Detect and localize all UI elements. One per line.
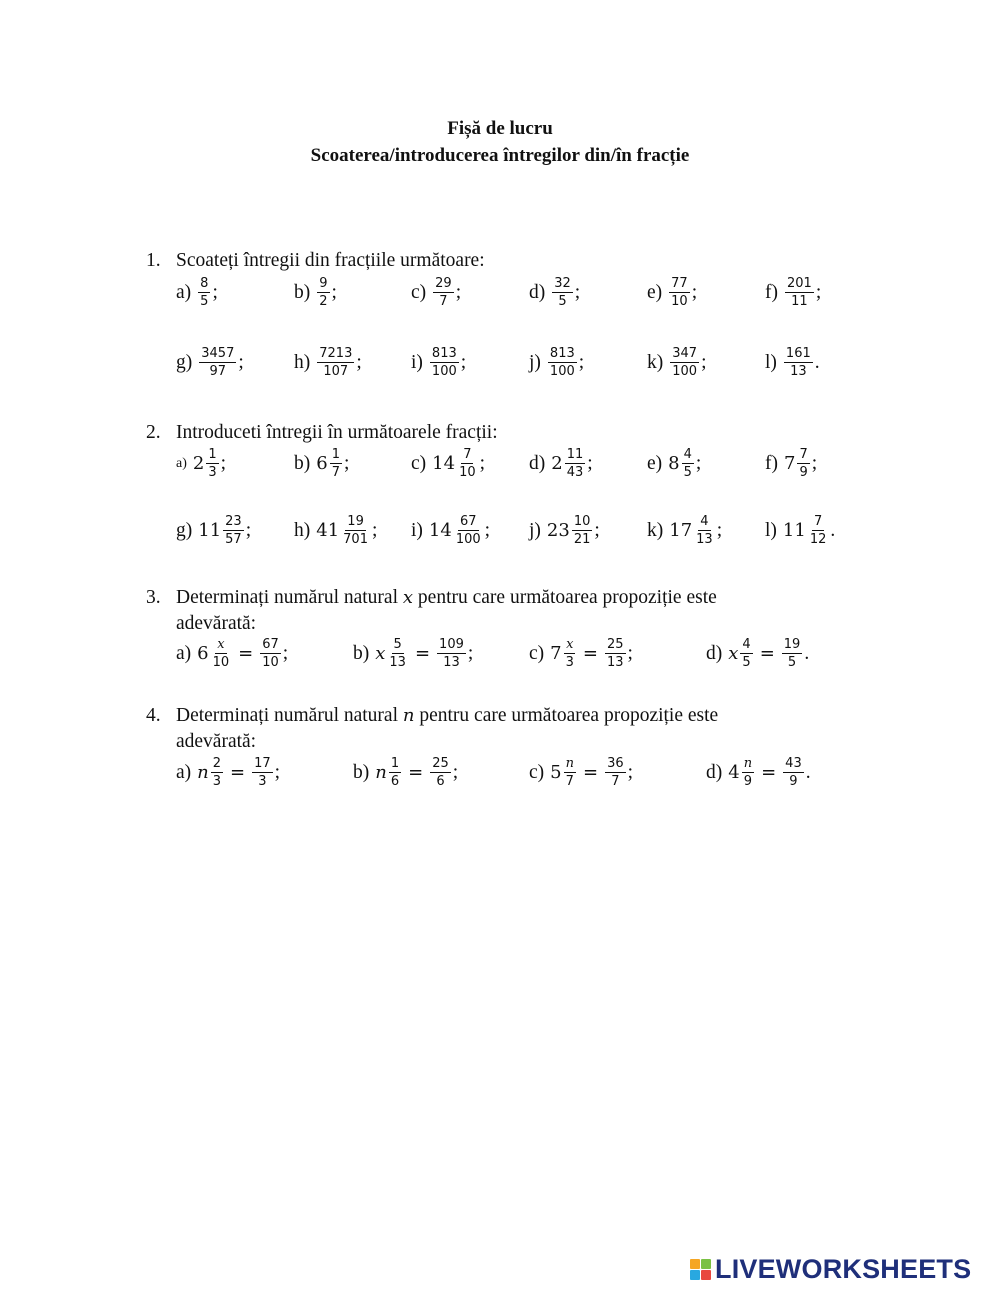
punctuation: ; [587,452,593,474]
exercise-item [706,637,809,670]
exercise-item [411,346,466,379]
denominator: 100 [431,364,457,379]
worksheet-subtitle: Scoaterea/introducerea întregilor din/în fracție [310,145,690,166]
punctuation: ; [811,452,818,474]
fraction [694,514,715,547]
punctuation: ; [343,452,350,474]
exercise-item [529,346,584,379]
whole-number: 8 [668,453,680,474]
exercise-item [529,637,633,670]
exercise-text-part: pentru care următoarea propoziție este [414,705,719,726]
item-label: d) [529,452,546,474]
fraction [198,276,210,309]
item-label: f) [765,281,778,303]
exercise-item [353,756,458,789]
denominator: 10 [262,655,279,670]
fraction [260,637,281,670]
fraction [430,346,459,379]
fraction [317,276,329,309]
punctuation: ; [212,281,218,303]
item-label: e) [647,281,663,303]
exercise-text-line2: adevărată: [176,731,257,752]
exercise-item [706,756,811,789]
item-label: l) [765,519,777,541]
fraction [437,637,466,670]
exercise-item [647,346,707,379]
denominator: 12 [809,532,827,547]
item-label: g) [176,519,193,541]
denominator: 7 [611,774,620,789]
exercise-item [411,514,490,547]
denominator: 6 [436,774,445,789]
denominator: 10 [459,465,476,480]
equals-sign: = [761,762,777,783]
fraction [797,447,809,480]
denominator: 7 [331,465,340,480]
exercise-item [176,447,226,480]
denominator: 13 [443,655,460,670]
exercise-item [529,514,600,547]
numerator: 19 [783,637,801,652]
fraction [605,637,626,670]
item-label: b) [294,281,311,303]
numerator: 43 [785,756,802,771]
denominator: 100 [455,532,481,547]
fraction [206,447,218,480]
numerator: 19 [347,514,364,529]
exercise-item [176,637,288,670]
exercise-item [765,346,820,379]
variable-x: x [402,587,414,608]
whole-number: 41 [316,520,340,541]
worksheet-title: Fișă de lucru [447,118,553,139]
denominator: 5 [558,294,567,309]
exercise-text-line2: adevărată: [176,613,257,634]
numerator: 77 [671,276,688,291]
fraction [740,637,752,670]
denominator: 3 [212,774,222,789]
exercise-item [529,276,580,309]
punctuation: ; [220,452,227,474]
denominator: 9 [743,774,753,789]
item-label: e) [647,452,663,474]
whole-number: n [197,762,209,783]
exercise-item [176,346,244,379]
whole-number: 7 [784,453,796,474]
numerator: 7 [813,514,823,529]
fraction [564,756,576,789]
item-label: c) [529,761,545,783]
exercise-text [176,587,717,609]
item-label: d) [706,761,723,783]
logo-square [690,1259,700,1269]
fraction [682,447,694,480]
punctuation: ; [627,761,634,783]
item-label: c) [411,281,427,303]
denominator: 11 [791,294,808,309]
fraction [552,276,573,309]
logo-icon [690,1259,711,1280]
equals-sign: = [582,643,598,664]
punctuation: ; [627,642,633,664]
numerator: 347 [672,346,698,361]
logo-text: LIVEWORKSHEETS [715,1254,972,1284]
numerator: 2 [212,756,222,771]
exercise-item [176,276,218,309]
item-label: a) [176,642,192,664]
exercise-item [294,276,337,309]
item-label: a) [176,761,192,783]
numerator: 25 [432,756,449,771]
equals-sign: = [408,762,424,783]
fraction [785,276,814,309]
numerator: 7213 [319,346,353,361]
denominator: 21 [573,532,591,547]
punctuation: ; [716,519,723,541]
fraction [389,756,401,789]
denominator: 13 [389,655,406,670]
item-label: b) [353,761,370,783]
punctuation: ; [695,452,702,474]
whole-number: 14 [428,520,452,541]
denominator: 5 [787,655,797,670]
exercise-item [529,756,633,789]
punctuation: ; [467,642,474,664]
numerator: 813 [431,346,457,361]
denominator: 3 [258,774,267,789]
denominator: 7 [439,294,448,309]
exercise-item [411,276,461,309]
punctuation: ; [701,351,707,373]
whole-number: n [375,762,387,783]
exercise-item [529,447,593,480]
exercise-item [176,756,280,789]
numerator: 4 [683,447,692,462]
denominator: 3 [565,655,574,670]
denominator: 57 [225,532,242,547]
fraction [565,447,586,480]
equals-sign: = [238,643,254,664]
item-label: k) [647,351,664,373]
exercise-item [765,447,817,480]
denominator: 10 [671,294,688,309]
denominator: 5 [742,655,751,670]
exercise-text-part: Determinați numărul natural [176,705,403,726]
exercise-item [353,637,473,670]
item-label: l) [765,351,777,373]
exercise-text-part: Determinați numărul natural [176,587,403,608]
denominator: 100 [549,364,575,379]
exercise-item [647,447,701,480]
denominator: 6 [390,774,400,789]
numerator: n [743,756,753,771]
fraction [782,637,803,670]
exercise-number: 2. [146,422,161,443]
fraction [211,637,232,670]
numerator: 4 [700,514,709,529]
denominator: 43 [566,465,584,480]
fraction [670,346,699,379]
punctuation: ; [282,642,289,664]
fraction [564,637,576,670]
item-label: f) [765,452,778,474]
denominator: 97 [209,364,227,379]
punctuation: ; [815,281,822,303]
exercise-item [294,514,377,547]
numerator: 67 [262,637,279,652]
fraction [330,447,342,480]
whole-number: 4 [728,762,740,783]
exercise-number: 4. [146,705,161,726]
punctuation: ; [452,761,459,783]
denominator: 10 [212,655,230,670]
punctuation: ; [356,351,362,373]
whole-number: 7 [550,643,562,664]
punctuation: . [830,519,836,541]
fraction [669,276,690,309]
denominator: 107 [323,364,349,379]
denominator: 5 [200,294,209,309]
exercise-item [647,514,722,547]
numerator: 161 [785,346,811,361]
numerator: 7 [463,447,472,462]
numerator: 29 [435,276,452,291]
item-label: j) [529,351,541,373]
numerator: 201 [787,276,812,291]
punctuation: ; [460,351,467,373]
punctuation: ; [484,519,491,541]
punctuation: ; [245,519,252,541]
punctuation: ; [578,351,585,373]
exercise-item [294,346,362,379]
exercise-text-part: pentru care următoarea propoziție este [413,587,717,608]
item-label: b) [353,642,370,664]
exercise-item [647,276,697,309]
fraction [808,514,829,547]
denominator: 9 [799,465,808,480]
whole-number: 2 [551,453,563,474]
punctuation: ; [691,281,698,303]
denominator: 7 [565,774,574,789]
logo-square [701,1270,711,1280]
fraction [783,756,804,789]
item-label: h) [294,519,311,541]
item-label: h) [294,351,311,373]
numerator: 4 [742,637,751,652]
denominator: 5 [683,465,692,480]
numerator: 32 [554,276,571,291]
exercise-text [176,705,718,727]
fraction [572,514,593,547]
punctuation: . [804,642,810,664]
punctuation: ; [574,281,581,303]
numerator: 9 [319,276,328,291]
denominator: 13 [606,655,624,670]
punctuation: ; [331,281,337,303]
whole-number: 11 [782,520,806,541]
fraction [387,637,408,670]
item-label: j) [529,519,541,541]
numerator: 67 [459,514,477,529]
fraction [457,447,478,480]
item-label: d) [706,642,723,664]
variable-n: n [402,705,415,726]
numerator: 11 [566,447,584,462]
equals-sign: = [759,643,775,664]
denominator: 13 [790,364,807,379]
numerator: 17 [254,756,271,771]
punctuation: ; [274,761,281,783]
item-label: a) [176,455,187,471]
numerator: 36 [607,756,624,771]
item-label: d) [529,281,546,303]
exercise-item [411,447,485,480]
exercise-item [765,514,835,547]
punctuation: ; [479,452,486,474]
denominator: 3 [208,465,217,480]
punctuation: . [805,761,811,783]
fraction [742,756,754,789]
fraction [252,756,273,789]
whole-number: 14 [432,453,456,474]
numerator: 8 [200,276,209,291]
numerator: 10 [573,514,591,529]
punctuation: ; [455,281,462,303]
exercise-text: Scoateți întregii din fracțiile următoare: [176,250,485,271]
exercise-item [294,447,349,480]
fraction [317,346,354,379]
numerator: 7 [799,447,808,462]
fraction [548,346,577,379]
fraction [784,346,813,379]
denominator: 2 [319,294,328,309]
numerator: 5 [393,637,402,652]
item-label: i) [411,351,423,373]
numerator: 25 [606,637,624,652]
whole-number: x [375,643,386,664]
denominator: 13 [696,532,713,547]
numerator: 1 [390,756,400,771]
logo-square [701,1259,711,1269]
whole-number: x [728,643,739,664]
fraction [433,276,454,309]
fraction [199,346,236,379]
numerator: 23 [225,514,242,529]
exercise-number: 3. [146,587,161,608]
fraction [211,756,223,789]
item-label: c) [411,452,427,474]
whole-number: 11 [198,520,222,541]
equals-sign: = [230,762,246,783]
denominator: 701 [343,532,368,547]
whole-number: 5 [550,762,562,783]
fraction [454,514,483,547]
equals-sign: = [582,762,599,783]
numerator: n [565,756,574,771]
item-label: b) [294,452,311,474]
numerator: 109 [439,637,464,652]
whole-number: 6 [197,643,209,664]
punctuation: . [814,351,820,373]
exercise-item [176,514,251,547]
whole-number: 23 [546,520,570,541]
whole-number: 17 [669,520,693,541]
exercise-item [765,276,821,309]
fraction [341,514,370,547]
numerator: 3457 [201,346,235,361]
equals-sign: = [414,643,431,664]
punctuation: ; [594,519,600,541]
denominator: 100 [672,364,698,379]
fraction [605,756,626,789]
punctuation: ; [238,351,244,373]
item-label: a) [176,281,192,303]
item-label: c) [529,642,545,664]
fraction [223,514,244,547]
numerator: 1 [331,447,340,462]
item-label: k) [647,519,664,541]
whole-number: 6 [316,453,328,474]
numerator: x [217,637,225,652]
item-label: g) [176,351,193,373]
liveworksheets-logo[interactable] [690,1254,971,1285]
whole-number: 2 [192,453,205,474]
numerator: x [566,637,574,652]
numerator: 813 [549,346,575,361]
logo-square [690,1270,700,1280]
punctuation: ; [371,519,378,541]
numerator: 1 [208,447,217,462]
fraction [430,756,451,789]
item-label: i) [411,519,423,541]
denominator: 9 [789,774,798,789]
exercise-number: 1. [146,250,161,271]
exercise-text: Introduceti întregii în următoarele fracții: [176,422,498,443]
